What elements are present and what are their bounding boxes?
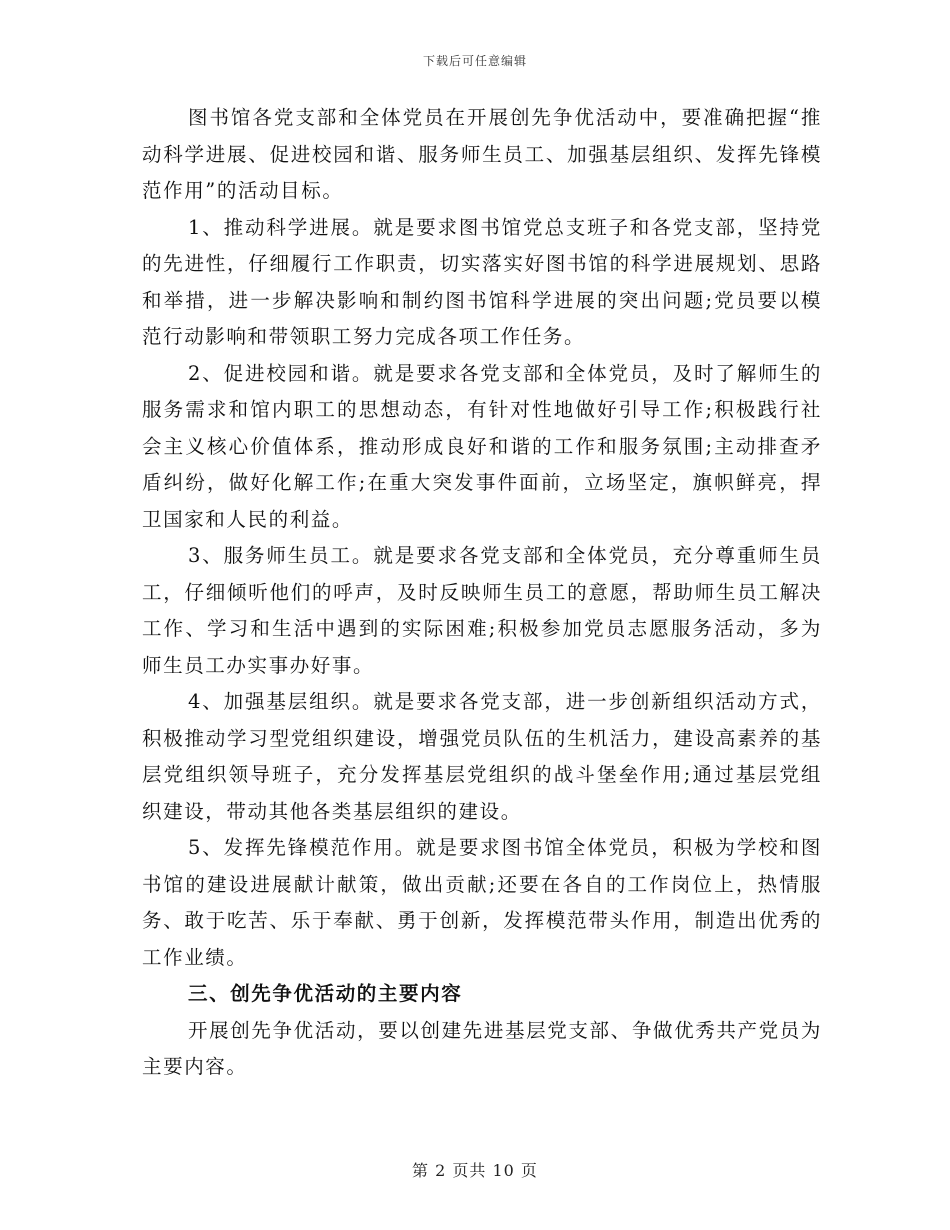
paragraph-science-progress: 1、推动科学进展。就是要求图书馆党总支班子和各党支部，坚持党的先进性，仔细履行工作职责，切实落实好图书馆的科学进展规划、思路和举措，进一步解决影响和制约图书馆科学进展的突出问题;党员要以模范行动影响和带领职工努力完成各项工作任务。 (142, 215, 822, 348)
paragraph-main-content: 开展创先争优活动，要以创建先进基层党支部、争做优秀共产党员为主要内容。 (142, 1018, 822, 1078)
paragraph-campus-harmony: 2、促进校园和谐。就是要求各党支部和全体党员，及时了解师生的服务需求和馆内职工的思想动态，有针对性地做好引导工作;积极践行社会主义核心价值体系，推动形成良好和谐的工作和服务氛围;主动排查矛盾纠纷，做好化解工作;在重大突发事件面前，立场坚定，旗帜鲜亮，捍卫国家和人民的利益。 (142, 361, 822, 531)
paragraph-vanguard-role: 5、发挥先锋模范作用。就是要求图书馆全体党员，积极为学校和图书馆的建设进展献计献策，做出贡献;还要在各自的工作岗位上，热情服务、敢于吃苦、乐于奉献、勇于创新，发挥模范带头作用，制造出优秀的工作业绩。 (142, 836, 822, 969)
header-note: 下载后可任意编辑 (422, 54, 527, 68)
paragraph-serve-staff: 3、服务师生员工。就是要求各党支部和全体党员，充分尊重师生员工，仔细倾听他们的呼声，及时反映师生员工的意愿，帮助师生员工解决工作、学习和生活中遇到的实际困难;积极参加党员志愿服务活动，多为师生员工办实事办好事。 (142, 544, 822, 677)
section-heading: 三、创先争优活动的主要内容 (188, 982, 463, 1005)
paragraph-grassroots-organization: 4、加强基层组织。就是要求各党支部，进一步创新组织活动方式，积极推动学习型党组织建设，增强党员队伍的生机活力，建设高素养的基层党组织领导班子，充分发挥基层党组织的战斗堡垒作用;通过基层党组织建设，带动其他各类基层组织的建设。 (142, 690, 822, 823)
document-body (142, 100, 822, 1086)
page-number: 第 2 页共 10 页 (412, 1161, 538, 1180)
paragraph-objectives: 图书馆各党支部和全体党员在开展创先争优活动中，要准确把握“推动科学进展、促进校园和谐、服务师生员工、加强基层组织、发挥先锋模范作用”的活动目标。 (142, 106, 822, 202)
